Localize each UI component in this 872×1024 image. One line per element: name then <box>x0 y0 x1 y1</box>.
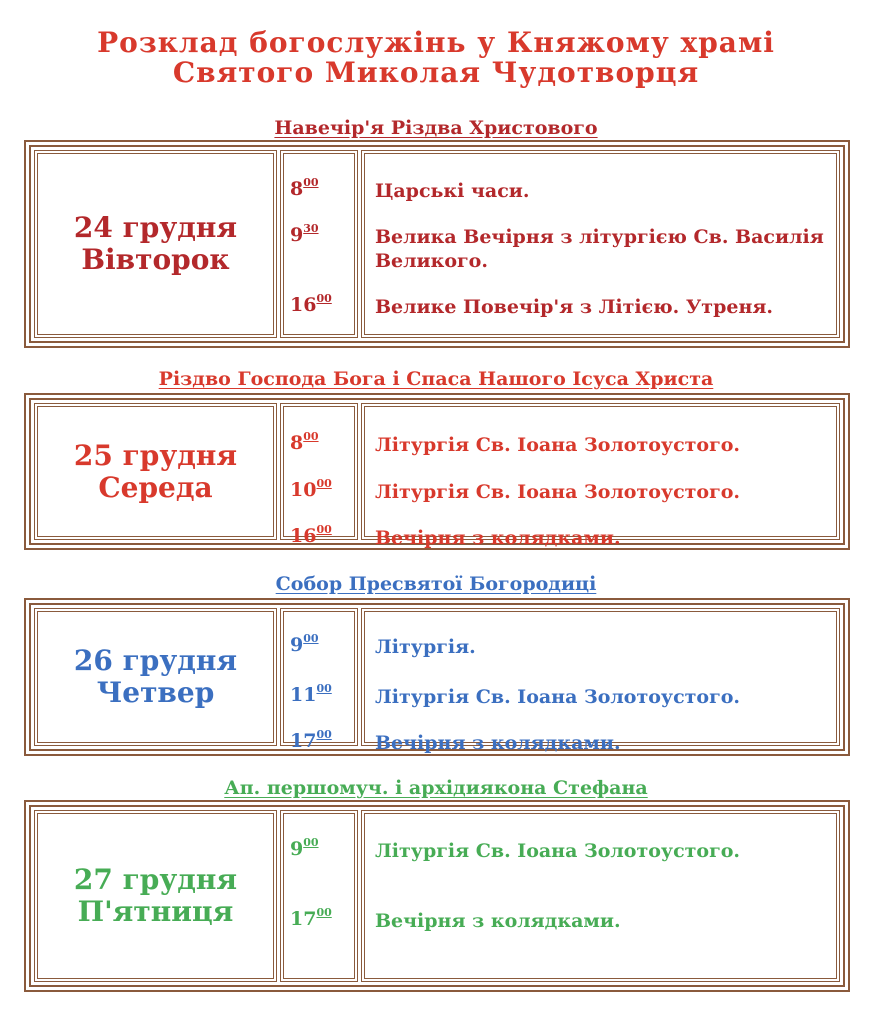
date-cell <box>34 810 277 982</box>
service-name: Літургія Св. Іоана Золотоустого. <box>375 840 741 862</box>
time-minutes: 00 <box>303 632 319 645</box>
time-minutes: 00 <box>303 176 319 189</box>
service-name: Літургія Св. Іоана Золотоустого. <box>375 481 741 503</box>
service-column <box>361 150 840 338</box>
time-hour: 17 <box>290 908 317 930</box>
time-minutes: 00 <box>316 523 332 536</box>
time-minutes: 00 <box>316 728 332 741</box>
time-hour: 10 <box>290 479 317 501</box>
time-minutes: 00 <box>316 682 332 695</box>
date-label: 27 грудня <box>73 863 238 896</box>
page-title-line-1: Розклад богослужінь у Княжому храмі <box>97 26 775 59</box>
time-hour: 9 <box>290 838 304 860</box>
time-hour: 8 <box>290 178 304 200</box>
service-name: Вечірня з колядками. <box>375 732 621 754</box>
time-column <box>280 810 358 982</box>
date-cell <box>34 608 277 746</box>
section-title-26: Собор Пресвятої Богородиці <box>275 573 597 595</box>
time-hour: 8 <box>290 432 304 454</box>
service-name: Літургія Св. Іоана Золотоустого. <box>375 434 741 456</box>
page-title-line-2: Святого Миколая Чудотворця <box>172 56 700 89</box>
service-name: Велике Повечір'я з Літією. Утреня. <box>375 296 773 318</box>
time-minutes: 00 <box>316 292 332 305</box>
service-name: Літургія Св. Іоана Золотоустого. <box>375 686 741 708</box>
schedule-block-25 <box>24 393 850 550</box>
section-title-25: Різдво Господа Бога і Спаса Нашого Ісуса Христа <box>158 368 714 390</box>
time-minutes: 00 <box>316 477 332 490</box>
time-column <box>280 608 358 752</box>
service-name: Літургія. <box>375 636 476 658</box>
service-name: Царські часи. <box>375 180 530 202</box>
time-column <box>280 150 358 338</box>
time-minutes: 30 <box>303 222 319 235</box>
date-label: 24 грудня <box>73 211 238 244</box>
time-hour: 17 <box>290 730 317 752</box>
schedule-block-27 <box>24 800 850 992</box>
weekday-label: П'ятниця <box>77 895 234 928</box>
schedule-block-24 <box>24 140 850 348</box>
section-title-27: Ап. першомуч. і архідиякона Стефана <box>224 777 648 799</box>
time-hour: 16 <box>290 525 317 547</box>
time-hour: 9 <box>290 224 304 246</box>
service-column <box>361 608 840 754</box>
weekday-label: Четвер <box>96 676 215 709</box>
weekday-label: Вівторок <box>81 243 230 276</box>
time-hour: 9 <box>290 634 304 656</box>
service-name: Велика Вечірня з літургією Св. Василія Великого. <box>375 226 824 272</box>
weekday-label: Середа <box>98 470 213 504</box>
time-minutes: 00 <box>316 906 332 919</box>
time-hour: 11 <box>290 684 317 706</box>
time-hour: 16 <box>290 294 317 316</box>
service-name: Вечірня з колядками. <box>375 527 621 549</box>
section-title-24: Навечір'я Різдва Христового <box>274 117 598 139</box>
date-label: 25 грудня <box>73 438 238 472</box>
date-cell <box>34 403 277 540</box>
time-column <box>280 403 358 547</box>
schedule-block-26 <box>24 598 850 756</box>
service-column <box>361 810 840 982</box>
service-name: Вечірня з колядками. <box>375 910 621 932</box>
time-minutes: 00 <box>303 836 319 849</box>
date-cell <box>34 150 277 338</box>
service-column <box>361 403 840 549</box>
date-label: 26 грудня <box>73 644 238 677</box>
time-minutes: 00 <box>303 430 319 443</box>
